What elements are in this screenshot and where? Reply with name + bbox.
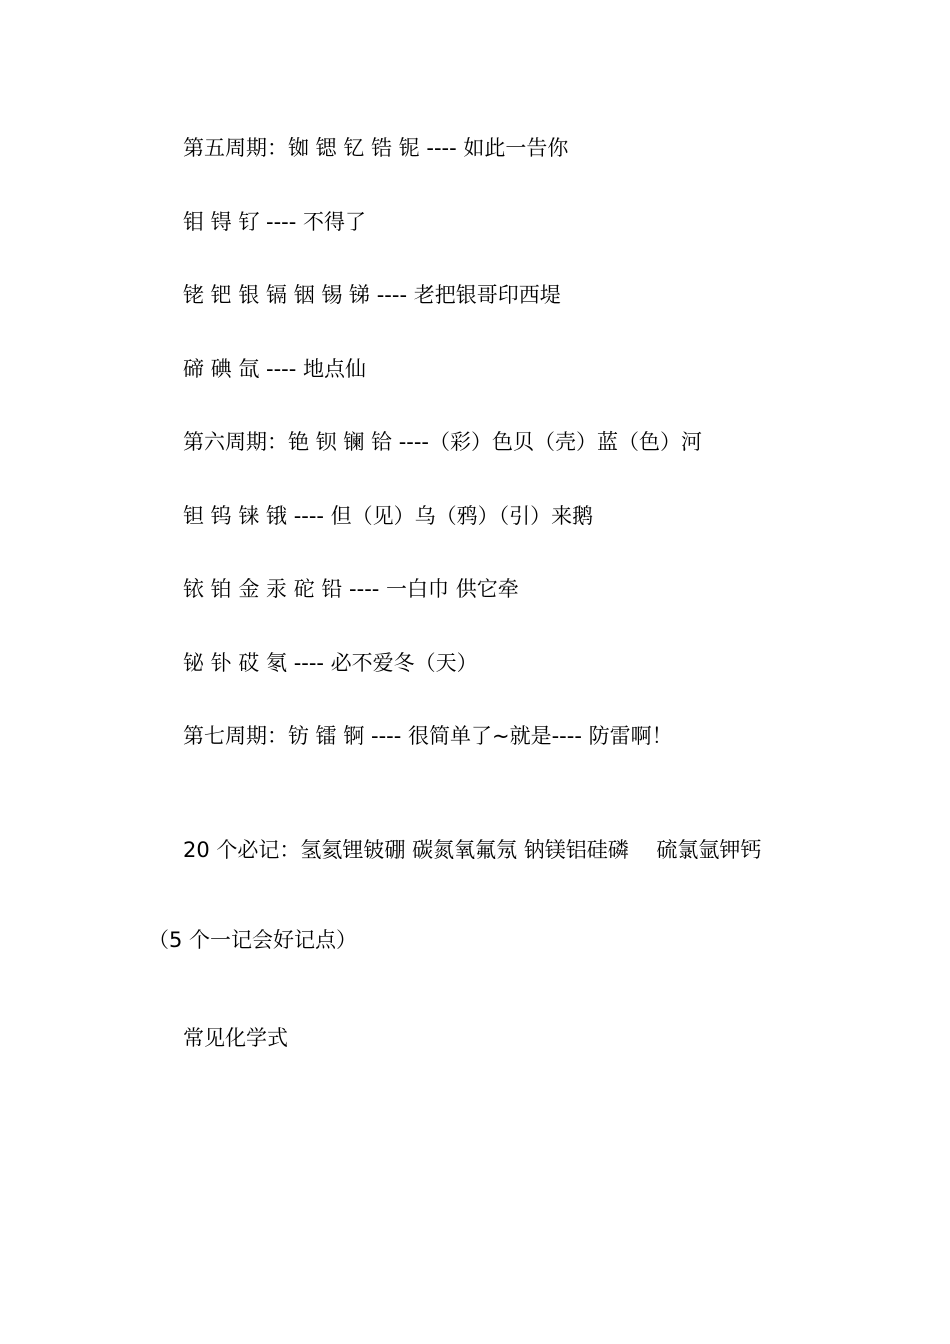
section-heading: 常见化学式 <box>183 1026 288 1050</box>
text-line-ta-w-re-os: 钽 钨 铼 锇 ---- 但（见）乌（鸦）（引）来鹅 <box>183 504 594 528</box>
text-line-rh-to-sb: 铑 钯 银 镉 铟 锡 锑 ---- 老把银哥印西堤 <box>183 283 561 307</box>
text-line-period-6: 第六周期：铯 钡 镧 铪 ----（彩）色贝（壳）蓝（色）河 <box>183 430 703 454</box>
must-remember-line: 20 个必记：氢氦锂铍硼 碳氮氧氟氖 钠镁铝硅磷 硫氯氩钾钙 <box>183 838 762 862</box>
text-line-bi-to-rn: 铋 钋 砹 氡 ---- 必不爱冬（天） <box>183 651 478 675</box>
text-line-period-7: 第七周期：钫 镭 锕 ---- 很简单了~就是---- 防雷啊！ <box>183 724 673 748</box>
text-line-te-i-xe: 碲 碘 氙 ---- 地点仙 <box>183 357 367 381</box>
must-remember-note: （5 个一记会好记点） <box>148 928 358 952</box>
text-line-period-5: 第五周期：铷 锶 钇 锆 铌 ---- 如此一告你 <box>183 136 569 160</box>
text-line-mo-tc-ru: 钼 锝 钌 ---- 不得了 <box>183 210 367 234</box>
text-line-ir-to-pb: 铱 铂 金 汞 砣 铅 ---- 一白巾 供它牵 <box>183 577 519 601</box>
